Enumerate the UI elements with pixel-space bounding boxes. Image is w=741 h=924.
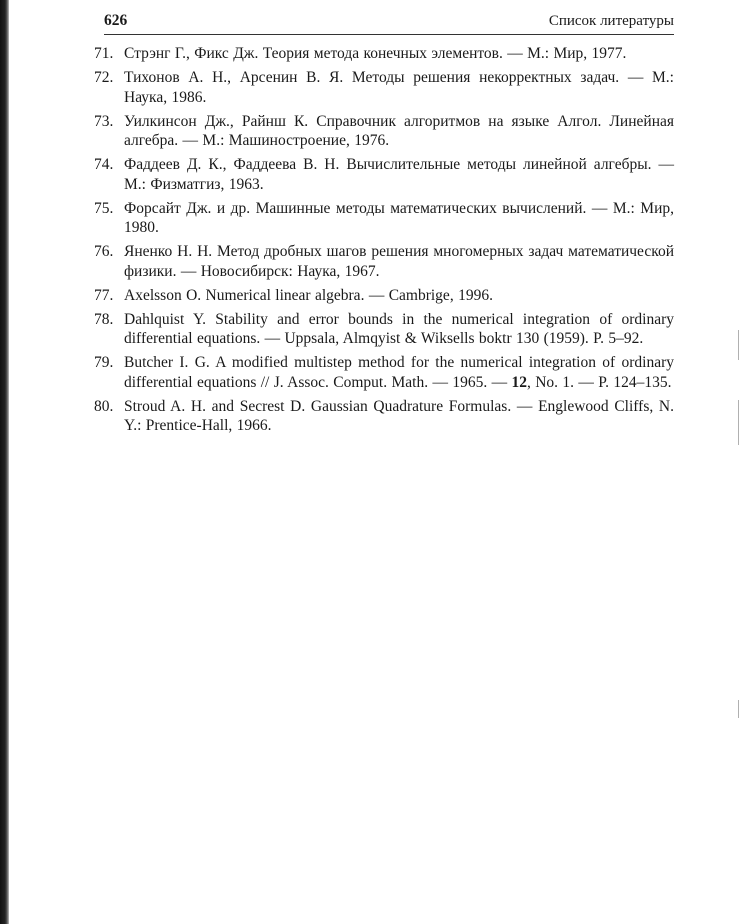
- reference-volume: 12: [511, 373, 527, 391]
- reference-item: [94, 310, 674, 349]
- reference-number: 73.: [94, 112, 114, 130]
- scan-mark: [738, 700, 739, 718]
- scan-mark: [738, 400, 739, 445]
- reference-number: 75.: [94, 199, 114, 217]
- running-title: Список литературы: [548, 13, 674, 29]
- reference-text: Stroud A. H. and Secrest D. Gaussian Quadrature Formulas. — Englewood Cliffs, N. Y.: Prentice-Hall, 1966.: [124, 397, 674, 434]
- reference-item: [94, 44, 674, 64]
- reference-text: Dahlquist Y. Stability and error bounds in the numerical integration of ordinary differential equations. — Uppsala, Almqyist & Wiksells boktr 130 (1959). P. 5–92.: [124, 310, 674, 347]
- reference-item: [94, 68, 674, 107]
- scan-mark: [738, 330, 739, 360]
- reference-item: [94, 286, 674, 306]
- reference-list: [94, 44, 674, 440]
- reference-number: 77.: [94, 286, 114, 304]
- reference-text: Axelsson O. Numerical linear algebra. — Cambrige, 1996.: [124, 286, 493, 304]
- reference-text-part: Butcher I. G. A modified multistep method for the numerical integration of ordinary differential equations // J. Assoc. Comput. Math. — 1965. —: [124, 354, 674, 391]
- reference-item: [94, 155, 674, 194]
- reference-number: 76.: [94, 243, 114, 260]
- reference-number: 80.: [94, 397, 114, 415]
- reference-number: 71.: [94, 45, 114, 62]
- reference-item: [94, 242, 674, 281]
- reference-text: Фаддеев Д. К., Фаддеева В. Н. Вычислительные методы линейной алгебры. — М.: Физматгиз, 1963.: [124, 156, 674, 193]
- scan-edge: [0, 0, 9, 924]
- reference-item: [94, 112, 674, 151]
- reference-text: Форсайт Дж. и др. Машинные методы математических вычислений. — М.: Мир, 1980.: [124, 199, 674, 236]
- page-header: [104, 12, 674, 35]
- reference-number: 79.: [94, 354, 114, 371]
- reference-number: 78.: [94, 310, 114, 328]
- reference-text-part: , No. 1. — P. 124–135.: [526, 373, 672, 391]
- reference-text: Тихонов А. Н., Арсенин В. Я. Методы решения некорректных задач. — М.: Наука, 1986.: [124, 69, 674, 106]
- reference-item: [94, 199, 674, 238]
- reference-text: Яненко Н. Н. Метод дробных шагов решения многомерных задач математической физики. — Новосибирск: Наука, 1967.: [124, 243, 674, 280]
- reference-text: [124, 353, 674, 392]
- reference-number: 72.: [94, 69, 114, 86]
- reference-item: [94, 353, 674, 392]
- reference-item: [94, 397, 674, 436]
- reference-text: Уилкинсон Дж., Райнш К. Справочник алгоритмов на языке Алгол. Линейная алгебра. — М.: Машиностроение, 1976.: [124, 112, 674, 149]
- page-number: 626: [104, 12, 128, 29]
- reference-number: 74.: [94, 156, 114, 173]
- reference-text: Стрэнг Г., Фикс Дж. Теория метода конечных элементов. — М.: Мир, 1977.: [124, 45, 627, 62]
